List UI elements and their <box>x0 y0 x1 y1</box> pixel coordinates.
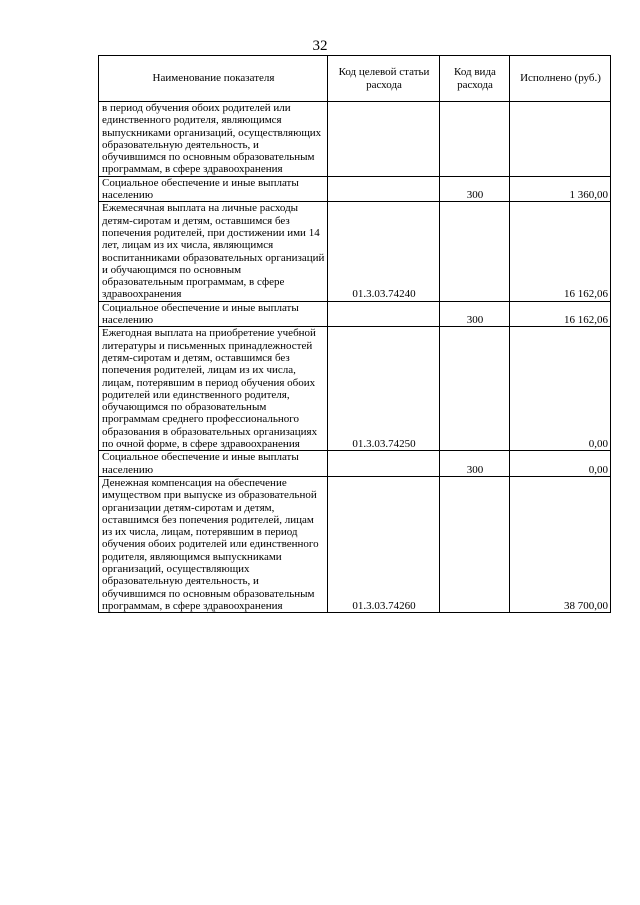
row-target-code <box>328 102 440 177</box>
row-name: Ежемесячная выплата на личные расходы детям-сиротам и детям, оставшимся без попечения родителей, при достижении ими 14 лет, лицам из их числа, являющимся воспитанниками образовательных организаций и обучающимся по основным образовательным программам, в сфере здравоохранения <box>99 202 328 301</box>
row-amount: 38 700,00 <box>510 476 611 612</box>
table-row <box>99 176 611 202</box>
row-expense-type <box>440 202 510 301</box>
table-row <box>99 301 611 327</box>
row-expense-type <box>440 102 510 177</box>
row-amount: 16 162,06 <box>510 301 611 327</box>
row-target-code <box>328 451 440 477</box>
table-header-row <box>99 56 611 102</box>
budget-execution-table <box>98 55 611 613</box>
row-name: Социальное обеспечение и иные выплаты населению <box>99 451 328 477</box>
table-row <box>99 102 611 177</box>
row-target-code <box>328 176 440 202</box>
table-row <box>99 202 611 301</box>
row-target-code: 01.3.03.74260 <box>328 476 440 612</box>
page-number: 32 <box>312 38 328 54</box>
header-name: Наименование показателя <box>99 56 328 102</box>
row-expense-type <box>440 476 510 612</box>
row-name: Социальное обеспечение и иные выплаты населению <box>99 301 328 327</box>
row-expense-type: 300 <box>440 301 510 327</box>
row-name: Ежегодная выплата на приобретение учебной литературы и письменных принадлежностей детям-сиротам и детям, оставшимся без попечения родителей, лицам из их числа, лицам, потерявшим в период обучения обоих родителей или единственного родителя, обучающимся по образовательным программам среднего профессионального образования в образовательных организациях по очной форме, в сфере здравоохранения <box>99 327 328 451</box>
row-amount: 0,00 <box>510 451 611 477</box>
row-name: Социальное обеспечение и иные выплаты населению <box>99 176 328 202</box>
row-target-code: 01.3.03.74250 <box>328 327 440 451</box>
header-target-code: Код целевой статьи расхода <box>328 56 440 102</box>
row-name: Денежная компенсация на обеспечение имуществом при выпуске из образовательной организации детям-сиротам и детям, оставшимся без попечения родителей, лицам из их числа, лицам, потерявшим в период обучения обоих родителей или единственного родителя, являющимся выпускниками организаций, осуществляющих образовательную деятельность, и обучившимся по основным образовательным программам, в сфере здравоохранения <box>99 476 328 612</box>
row-target-code <box>328 301 440 327</box>
header-executed-amount: Исполнено (руб.) <box>510 56 611 102</box>
table-row <box>99 476 611 612</box>
row-expense-type: 300 <box>440 451 510 477</box>
row-expense-type: 300 <box>440 176 510 202</box>
row-name: в период обучения обоих родителей или единственного родителя, являющимся выпускниками организаций, осуществляющих образовательную деятельность, и обучившимся по основным образовательным программам, в сфере здравоохранения <box>99 102 328 177</box>
table-row <box>99 451 611 477</box>
header-expense-type: Код вида расхода <box>440 56 510 102</box>
row-amount <box>510 102 611 177</box>
row-amount: 0,00 <box>510 327 611 451</box>
row-target-code: 01.3.03.74240 <box>328 202 440 301</box>
row-amount: 16 162,06 <box>510 202 611 301</box>
table-row <box>99 327 611 451</box>
row-amount: 1 360,00 <box>510 176 611 202</box>
row-expense-type <box>440 327 510 451</box>
